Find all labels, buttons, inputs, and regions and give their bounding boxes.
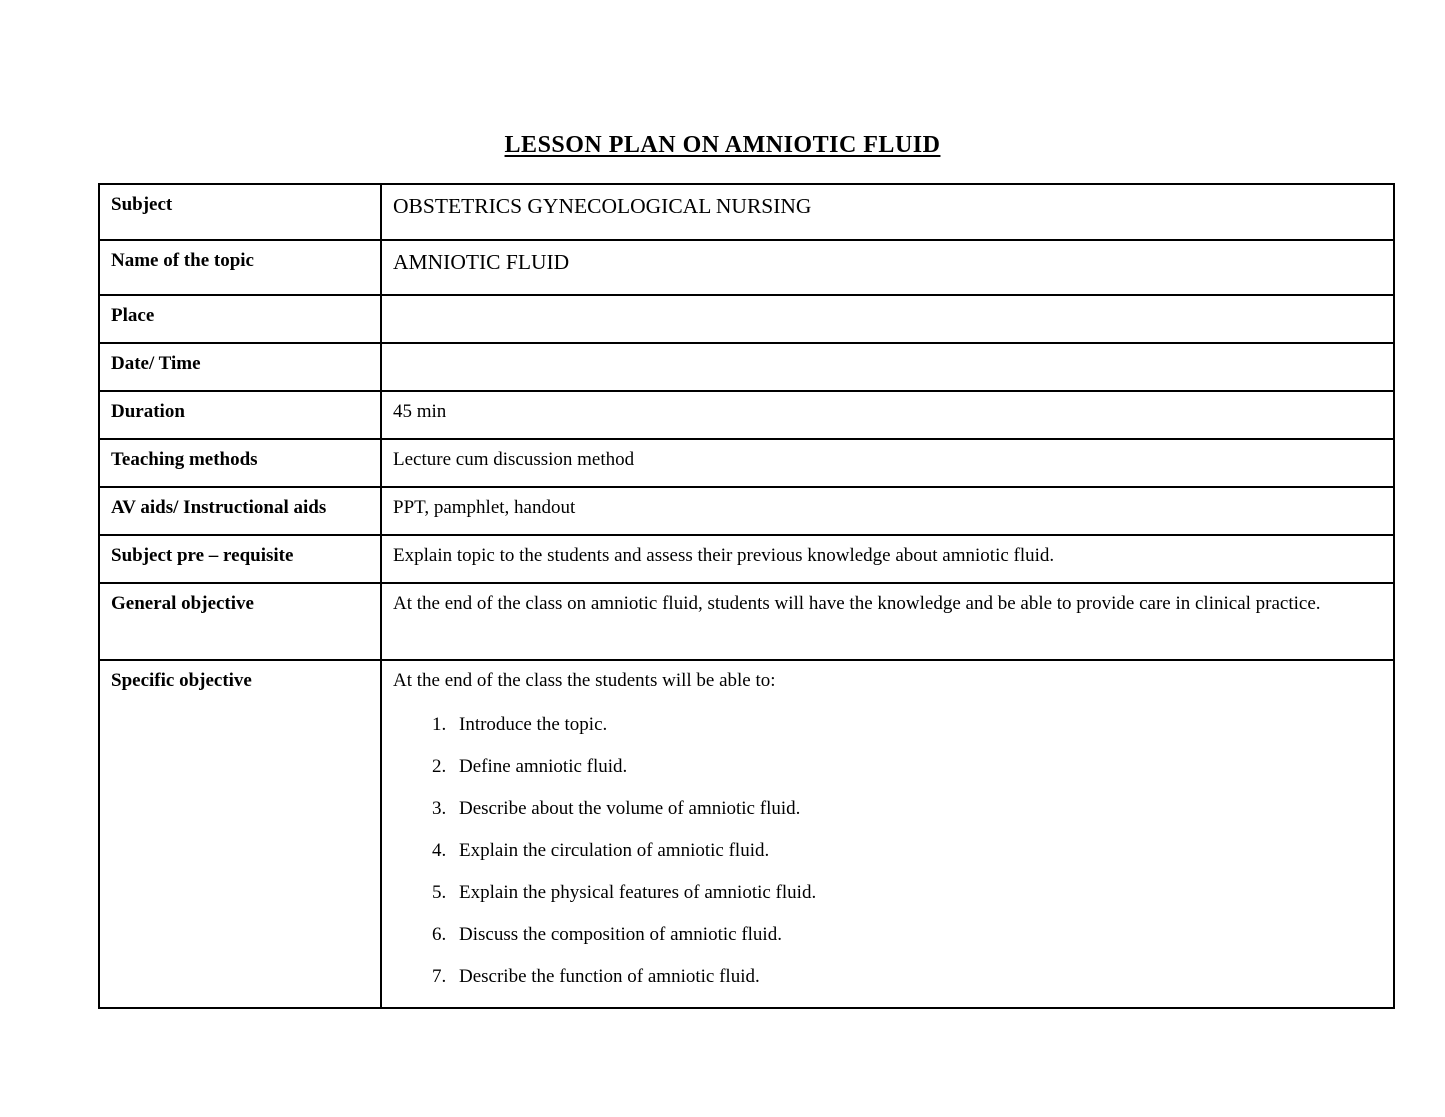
row-value: OBSTETRICS GYNECOLOGICAL NURSING [381, 184, 1394, 240]
row-value: 45 min [381, 391, 1394, 439]
table-row [99, 184, 1394, 240]
table-row [99, 240, 1394, 295]
objective-item: 1. Introduce the topic. [451, 712, 1383, 738]
table-row [99, 487, 1394, 535]
table-row [99, 439, 1394, 487]
row-value: PPT, pamphlet, handout [381, 487, 1394, 535]
page-title: LESSON PLAN ON AMNIOTIC FLUID [504, 132, 941, 158]
objective-item: 7. Describe the function of amniotic fluid. [451, 964, 1383, 990]
table-row [99, 660, 1394, 1008]
row-label: Name of the topic [99, 240, 381, 295]
row-value [381, 295, 1394, 343]
row-value: At the end of the class on amniotic fluid, students will have the knowledge and be able to provide care in clinical practice. [381, 583, 1394, 660]
row-label: Teaching methods [99, 439, 381, 487]
table-row [99, 583, 1394, 660]
objective-item: 2. Define amniotic fluid. [451, 754, 1383, 780]
table-row [99, 343, 1394, 391]
table-row [99, 391, 1394, 439]
objective-item: 5. Explain the physical features of amniotic fluid. [451, 880, 1383, 906]
row-value: Explain topic to the students and assess their previous knowledge about amniotic fluid. [381, 535, 1394, 583]
row-label: General objective [99, 583, 381, 660]
objective-item: 6. Discuss the composition of amniotic fluid. [451, 922, 1383, 948]
row-label: Date/ Time [99, 343, 381, 391]
table-row [99, 295, 1394, 343]
row-value [381, 343, 1394, 391]
lesson-plan-table [98, 183, 1395, 1009]
row-value [381, 660, 1394, 1008]
row-label: AV aids/ Instructional aids [99, 487, 381, 535]
row-value: AMNIOTIC FLUID [381, 240, 1394, 295]
row-value: Lecture cum discussion method [381, 439, 1394, 487]
specific-objective-list [429, 712, 1383, 990]
specific-objective-intro: At the end of the class the students will be able to: [393, 670, 776, 691]
table-row [99, 535, 1394, 583]
row-label: Subject [99, 184, 381, 240]
row-label: Subject pre – requisite [99, 535, 381, 583]
objective-item: 4. Explain the circulation of amniotic fluid. [451, 838, 1383, 864]
row-label: Place [99, 295, 381, 343]
row-label: Specific objective [99, 660, 381, 1008]
objective-item: 3. Describe about the volume of amniotic fluid. [451, 796, 1383, 822]
row-label: Duration [99, 391, 381, 439]
